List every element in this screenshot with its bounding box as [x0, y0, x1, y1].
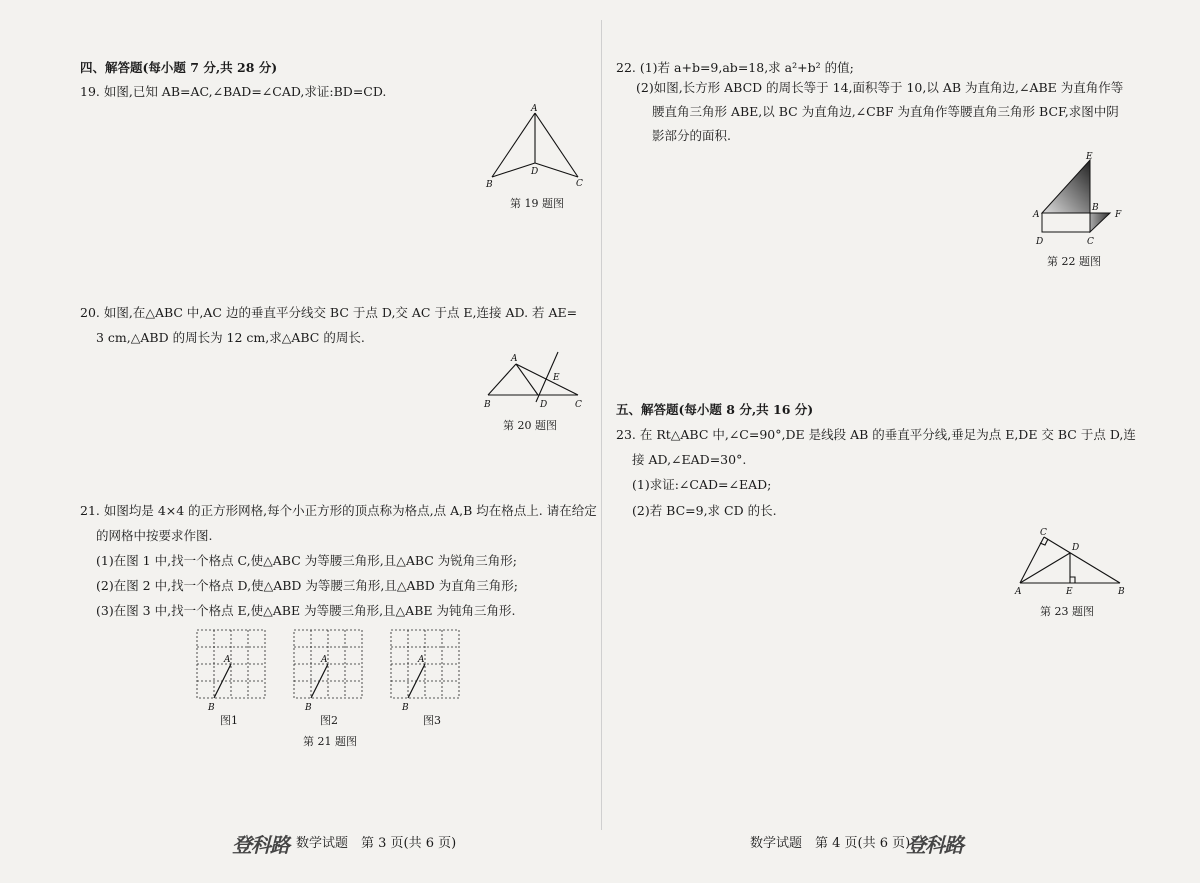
q22-part2-line2: 腰直角三角形 ABE,以 BC 为直角边,∠CBF 为直角作等腰直角三角形 BCF,求图中阴 [652, 104, 1119, 119]
q22-label-a: A [1033, 210, 1040, 220]
q22-part2-line3: 影部分的面积. [652, 128, 731, 143]
q23-part2: (2)若 BC=9,求 CD 的长. [632, 503, 777, 518]
q21-g1-label-b: B [208, 703, 215, 713]
q23-line1: 23. 在 Rt△ABC 中,∠C=90°,DE 是线段 AB 的垂直平分线,垂足为点 E,DE 交 BC 于点 D,连 [616, 427, 1136, 442]
q20-label-d: D [540, 400, 548, 410]
q20-line1: 20. 如图,在△ABC 中,AC 边的垂直平分线交 BC 于点 D,交 AC 于点 E,连接 AD. 若 AE= [80, 305, 578, 320]
q21-line1: 21. 如图均是 4×4 的正方形网格,每个小正方形的顶点称为格点,点 A,B 均在格点上. 请在给定 [80, 503, 597, 518]
q19-figure [480, 105, 590, 190]
q23-part1: (1)求证:∠CAD=∠EAD; [632, 477, 772, 492]
q23-label-a: A [1015, 587, 1022, 597]
footer-logo-left: 登科路 [232, 833, 289, 857]
q20-label-b: B [484, 400, 491, 410]
q22-label-b: B [1092, 203, 1099, 213]
q21-part3: (3)在图 3 中,找一个格点 E,使△ABE 为等腰三角形,且△ABE 为钝角三角形. [96, 603, 516, 618]
q22-figure [1030, 150, 1150, 250]
q20-label-e: E [553, 373, 560, 383]
q23-label-d: D [1072, 543, 1080, 553]
q21-grid-label-3: 图3 [423, 714, 441, 727]
footer-page-3: 数学试题 第 3 页(共 6 页) [296, 836, 457, 851]
q21-g2-label-a: A [321, 655, 328, 665]
q23-label-b: B [1118, 587, 1125, 597]
q22-label-f: F [1115, 210, 1122, 220]
q22-part1: 22. (1)若 a+b=9,ab=18,求 a²+b² 的值; [616, 60, 854, 75]
q21-grid-1 [195, 628, 270, 713]
q22-label-d: D [1036, 237, 1044, 247]
q19-label-c: C [576, 179, 583, 189]
q21-g3-label-b: B [402, 703, 409, 713]
q19-label-a: A [531, 104, 538, 114]
q19-label-b: B [486, 180, 493, 190]
q22-part2-line1: (2)如图,长方形 ABCD 的周长等于 14,面积等于 10,以 AB 为直角边,∠ABE 为直角作等 [636, 80, 1124, 95]
q23-label-c: C [1040, 528, 1047, 538]
q20-label-a: A [511, 354, 518, 364]
section5-heading: 五、解答题(每小题 8 分,共 16 分) [616, 402, 814, 417]
q21-part2: (2)在图 2 中,找一个格点 D,使△ABD 为等腰三角形,且△ABD 为直角三角形; [96, 578, 518, 593]
q21-g1-label-a: A [224, 655, 231, 665]
q21-line2: 的网格中按要求作图. [96, 528, 213, 543]
section4-heading: 四、解答题(每小题 7 分,共 28 分) [80, 60, 278, 75]
q21-g2-label-b: B [305, 703, 312, 713]
q21-g3-label-a: A [418, 655, 425, 665]
q22-label-e: E [1086, 152, 1093, 162]
q22-label-c: C [1087, 237, 1094, 247]
q22-caption: 第 22 题图 [1047, 255, 1101, 268]
q23-line2: 接 AD,∠EAD=30°. [632, 452, 747, 467]
q23-figure [1012, 525, 1132, 600]
q20-label-c: C [575, 400, 582, 410]
q21-grid-2 [292, 628, 367, 713]
q19-label-d: D [531, 167, 539, 177]
q20-line2: 3 cm,△ABD 的周长为 12 cm,求△ABC 的周长. [96, 330, 365, 345]
q23-label-e: E [1066, 587, 1073, 597]
q19-text: 19. 如图,已知 AB=AC,∠BAD=∠CAD,求证:BD=CD. [80, 84, 387, 99]
q21-caption: 第 21 题图 [303, 735, 357, 748]
q23-caption: 第 23 题图 [1040, 605, 1094, 618]
right-page [600, 0, 1200, 883]
q20-figure [480, 350, 590, 410]
footer-logo-right: 登科路 [906, 833, 963, 857]
q20-caption: 第 20 题图 [503, 419, 557, 432]
q21-grid-3 [389, 628, 464, 713]
q21-grid-label-2: 图2 [320, 714, 338, 727]
q21-part1: (1)在图 1 中,找一个格点 C,使△ABC 为等腰三角形,且△ABC 为锐角三角形; [96, 553, 518, 568]
q21-grid-label-1: 图1 [220, 714, 238, 727]
footer-page-4: 数学试题 第 4 页(共 6 页) [750, 836, 911, 851]
q19-caption: 第 19 题图 [510, 197, 564, 210]
